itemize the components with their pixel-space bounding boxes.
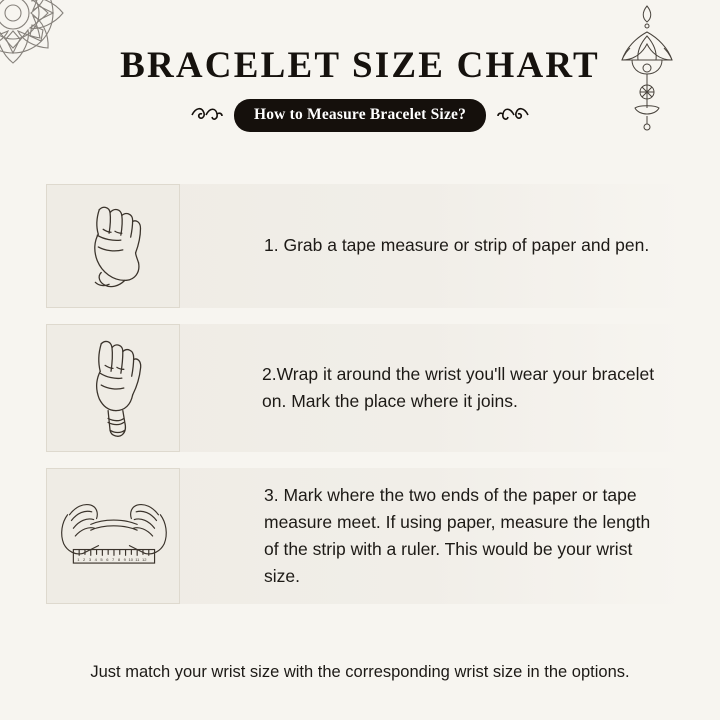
svg-text:3: 3 — [88, 557, 92, 563]
footer-note: Just match your wrist size with the corresponding wrist size in the options. — [90, 663, 630, 681]
hand-fist-line-drawing-icon — [54, 192, 172, 300]
flourish-icon — [496, 103, 530, 127]
svg-text:1: 1 — [77, 557, 80, 563]
svg-text:12: 12 — [142, 557, 147, 563]
subtitle-pill: How to Measure Bracelet Size? — [234, 99, 486, 132]
page-title: BRACELET SIZE CHART — [120, 45, 600, 86]
list-item — [46, 468, 686, 604]
svg-text:6: 6 — [106, 557, 109, 563]
step-2-text: 2.Wrap it around the wrist you'll wear your bracelet on. Mark the place where it joins. — [262, 363, 655, 411]
svg-text:4: 4 — [94, 557, 97, 563]
step-3-text: 3. Mark where the two ends of the paper or tape measure meet. If using paper, measure the length of the strip with a ruler. This would be your wrist size. — [264, 484, 651, 587]
hand-with-tape-around-wrist-line-drawing-icon — [54, 330, 172, 446]
step-3-text-wrap — [180, 468, 686, 604]
list-item — [46, 184, 686, 308]
step-1-thumbnail — [46, 184, 180, 308]
svg-text:8: 8 — [117, 557, 121, 563]
step-1-text: 1. Grab a tape measure or strip of paper and pen. — [264, 235, 650, 256]
svg-text:10: 10 — [128, 557, 133, 563]
steps-list — [46, 184, 686, 620]
step-2-text-wrap — [180, 324, 686, 452]
step-2-thumbnail — [46, 324, 180, 452]
list-item — [46, 324, 686, 452]
page-header — [0, 46, 720, 132]
step-3-thumbnail — [46, 468, 180, 604]
hands-measuring-strip-with-ruler-line-drawing-icon — [50, 478, 176, 594]
flourish-icon — [190, 103, 224, 127]
subtitle-row — [0, 99, 720, 132]
step-1-text-wrap — [180, 184, 686, 308]
svg-text:5: 5 — [100, 557, 103, 563]
svg-text:11: 11 — [135, 557, 140, 563]
svg-text:2: 2 — [83, 557, 86, 563]
svg-text:7: 7 — [112, 557, 115, 563]
svg-text:9: 9 — [123, 557, 126, 563]
